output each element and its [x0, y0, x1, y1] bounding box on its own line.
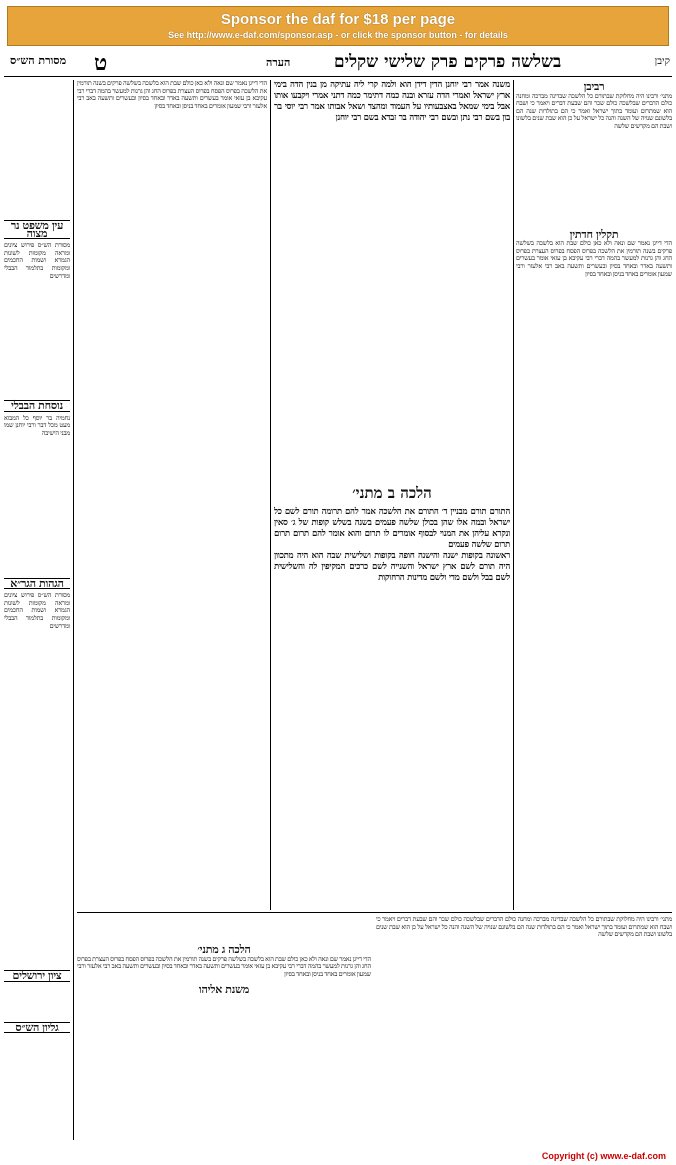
- right-commentary-text: מתני׳ ורבינו היה מחלוקת שבתורם כל הלשכה שבדינה מברכה ומחנה כולם הדברים שבלשכה כולם שכר והם שבעת דברים ויאמר כי ושבח הוא שמתרום ועומד בתוך ישראל ואמר כי הם בתולדות שנה הם בלשונם שנויה של השנה והנה כל ישראל על כן הוא שבת שנים בלשונו ושבת הם מקדשים שלשה: [516, 91, 672, 130]
- halacha-c-title: הלכה ג מתני׳: [197, 943, 251, 956]
- gilyon-title: גליון הש״ס: [4, 1022, 70, 1034]
- main-text: משנה אמר רבי יוחנן הדין דידן הוא ולמה קרי ליה עתיקה מן בנין הדה בימי ארץ ישראל ואמרי הדה עזרא ובנה כמה דתימר כמה דתני אמרי ויקבעו אותו אבל בימי שמאל באצבעותיו על העמוד ומהצד ושאל אבותו אמר רבי יוסי בר בון בשם רבי נתן ובשם רבי יהודה בר זבדא בשם רבי יוחנן: [274, 80, 510, 123]
- tziun-title: ציון ירושלים: [4, 970, 70, 982]
- sponsor-subtitle[interactable]: See http://www.e-daf.com/sponsor.asp - or click the sponsor button - for details: [168, 30, 508, 40]
- halacha-b-title: הלכה ב מתני׳: [352, 484, 432, 502]
- divider-center-left: [270, 80, 271, 910]
- ein-mishpat-title: עין משפט נר מצוה: [4, 220, 70, 239]
- left-commentary-text: הדי דייגן נאמר שם ונאה ולא כאן כולם שבת הוא בלשכה בשלשה פרקים בשנה תורמין את הלשכה בפרוס הפסח בפרוס העצרת בפרוס החג והן גרנות למעשר בהמה דברי רבי עקיבא בן עזאי אומר בעשרים ותשעה באדר ובאחד בסיון ובעשרים ותשעה באב רבי אלעזר ורבי שמעון אומרים באחד בניסן ובאחד בסיון: [77, 80, 267, 110]
- talmud-page: [4, 50, 672, 1150]
- halacha-b-text: התורם תורם מבניין ד׳ התורם את הלשכה אמר להם תרומה תורם לשם כל ישראל ובמה אלו שהן בכולן שלשה פעמים בשנה בשלש קופות של ג׳ סאין ונקרא עליהן את המנוי לבסוף אומרים לו תרום והוא אומר להם תרום תרום תרום שלשה פעמים: [274, 507, 510, 550]
- ein-mishpat-text: מסורת הש״ס פירוש ציונים ומראה מקומות לשונות הגמרא ושמות החכמים ומקומות בתלמוד הבבלי ומדרשים: [4, 241, 70, 280]
- left-margin-column: [4, 80, 70, 1140]
- bottom-left-text: הדי דייגן נאמר שם ונאה ולא כאן כולם שבת הוא בלשכה בשלשה פרקים בשנה תורמין את הלשכה בפרוס הפסח בפרוס העצרת בפרוס החג והן גרנות למעשר בהמה דברי רבי עקיבא בן עזאי אומר בעשרים ותשעה באדר ובאחד בסיון ובעשרים ותשעה באב רבי אלעזר ורבי שמעון אומרים באחד בניסן ובאחד בסיון: [77, 954, 371, 978]
- nuschat-title: נוסחת הבבלי: [4, 400, 70, 412]
- nuschat-text: נחמיה בר יוסף כל המבוא מעט מכל דבר ורבי יוחנן שמו מבני הישיבה: [4, 413, 70, 437]
- hagahot-title: הגהות הגר״א: [4, 578, 70, 590]
- copyright-notice[interactable]: Copyright (c) www.e-daf.com: [541, 1151, 666, 1161]
- main-text-column: [274, 80, 510, 910]
- tiklin-text: הדי דייגן נאמר שם ונאה ולא כאן כולם שבת הוא בלשכה בשלשה פרקים בשנה תורמין את הלשכה בפרוס הפסח בפרוס העצרת בפרוס החג והן גרנות למעשר בהמה דברי רבי עקיבא בן עזאי אומר בעשרים ותשעה באדר ובאחד בסיון ובעשרים ותשעה באב רבי אלעזר ורבי שמעון אומרים באחד בניסן ובאחד בסיון: [516, 239, 672, 278]
- header-haara: הערה: [266, 56, 291, 69]
- header-daf-label: קיבן: [654, 56, 670, 67]
- header-mesorah: מסורת הש״ס: [10, 54, 67, 67]
- divider-bottom: [77, 912, 672, 913]
- header-folio-letter: ט: [94, 50, 108, 76]
- bottom-commentary-left: [77, 916, 371, 1140]
- bottom-right-text: מתני׳ ורבינו היה מחלוקת שבתורם כל הלשכה שבדינה מברכה ומחנה כולם הדברים שבלשכה כולם שכר והם שבעת דברים ויאמר כי ושבח הוא שמתרום ועומד בתוך ישראל ואמר כי הם בתולדות שנה הם בלשונם שנויה של השנה והנה כל ישראל על כן הוא שבת שנים בלשונו ושבת הם מקדשים שלשה: [376, 916, 672, 939]
- header-chapter-title: בשלשה פרקים פרק שלישי שקלים: [334, 52, 562, 72]
- divider-left: [73, 80, 74, 1140]
- tiklin-title: תקלין חדתין: [569, 227, 619, 241]
- halacha-b-text-cont: ראשונה בקופות ישנה והישנה חופה בקופות ושלישית שבה הוא היה מתכוון היה תורם לשם ארץ ישראל והשנייה לשם כרכים המקיפין לה והשלישית לשם בבל ולשם מדי ולשם מדינות הרחוקות: [274, 551, 510, 583]
- sponsor-banner[interactable]: [7, 6, 669, 46]
- hagahot-text: מסורת הש״ס פירוש ציונים ומראה מקומות לשונות הגמרא ושמות החכמים ומקומות בתלמוד הבבלי ומדרשים: [4, 591, 70, 630]
- page-header: [4, 50, 672, 77]
- bottom-commentary-right: [376, 916, 672, 1140]
- divider-center-right: [513, 80, 514, 910]
- rabbeinu-title: רביבן: [583, 80, 605, 93]
- mishna-elyahu-title: משנת אליהו: [198, 983, 250, 997]
- right-commentary: [516, 80, 672, 910]
- sponsor-title[interactable]: Sponsor the daf for $18 per page: [220, 11, 456, 28]
